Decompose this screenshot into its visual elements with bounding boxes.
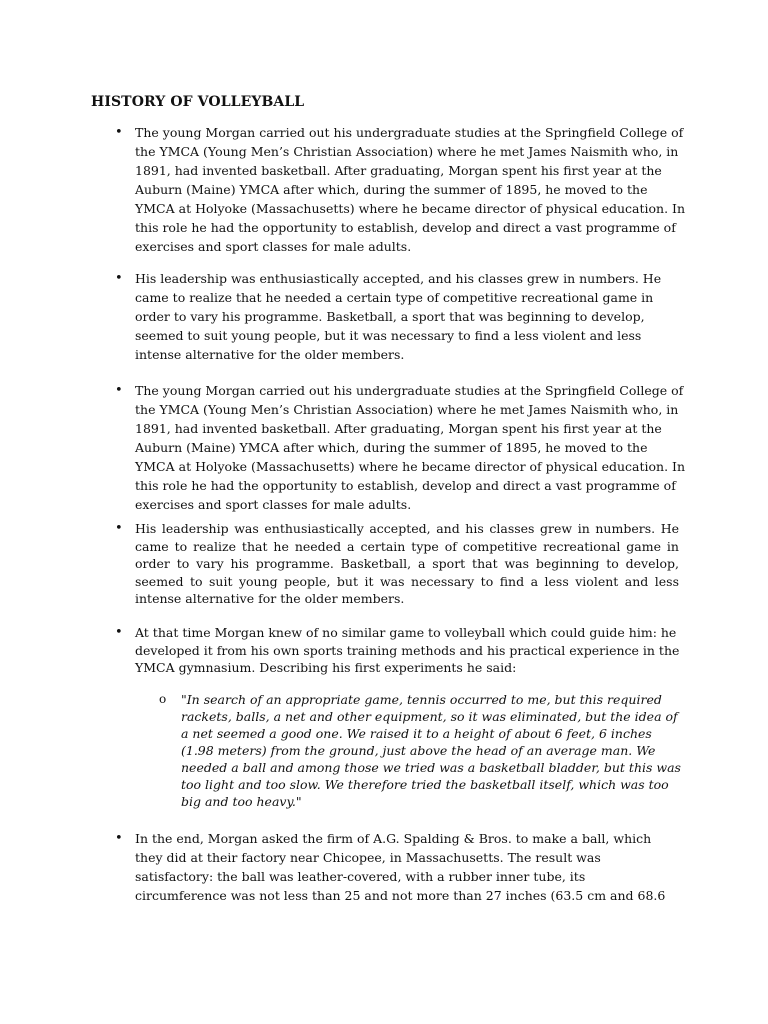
document-title: HISTORY OF VOLLEYBALL — [91, 94, 305, 110]
quote-block — [159, 691, 681, 810]
bullet-icon: • — [115, 831, 123, 846]
list-item — [115, 520, 679, 608]
paragraph-text: The young Morgan carried out his undergraduate studies at the Springfield College of the YMCA (Young Men’s Christian Association) where he met James Naismith who, in 1891, had invented basketball. After graduating, Morgan spent his first year at the Auburn (Maine) YMCA after which, during the summer of 1895, he moved to the YMCA at Holyoke (Massachusetts) where he became director of physical education. In this role he had the opportunity to establish, develop and direct a vast programme of exercises and sport classes for male adults. — [135, 383, 686, 512]
bullet-icon: • — [115, 125, 123, 140]
list-item — [115, 829, 675, 905]
paragraph-text: The young Morgan carried out his undergraduate studies at the Springfield College of the YMCA (Young Men’s Christian Association) where he met James Naismith who, in 1891, had invented basketball. After graduating, Morgan spent his first year at the Auburn (Maine) YMCA after which, during the summer of 1895, he moved to the YMCA at Holyoke (Massachusetts) where he became director of physical education. In this role he had the opportunity to establish, develop and direct a vast programme of exercises and sport classes for male adults. — [135, 125, 686, 254]
list-item — [115, 381, 690, 514]
bullet-icon: • — [115, 625, 123, 640]
quote-text: "In search of an appropriate game, tennis occurred to me, but this required rackets, balls, a net and other equipment, so it was eliminated, but the idea of a net seemed a good one. We raised it to a height of about 6 feet, 6 inches (1.98 meters) from the ground, just above the head of an average man. We needed a ball and among those we tried was a basketball bladder, but this was too light and too slow. We therefore tried the basketball itself, which was too big and too heavy." — [181, 692, 681, 809]
list-item — [115, 624, 681, 677]
paragraph-text: In the end, Morgan asked the firm of A.G. Spalding & Bros. to make a ball, which they did at their factory near Chicopee, in Massachusetts. The result was satisfactory: the ball was leather-covered, with a rubber inner tube, its circumference was not less than 25 and not more than 27 inches (63.5 cm and 68.6 — [135, 831, 666, 903]
bullet-icon: • — [115, 521, 123, 536]
list-item — [115, 269, 685, 364]
bullet-icon: • — [115, 383, 123, 398]
paragraph-text: His leadership was enthusiastically accepted, and his classes grew in numbers. He came to realize that he needed a certain type of competitive recreational game in order to vary his programme. Basketball, a sport that was beginning to develop, seemed to suit young people, but it was necessary to find a less violent and less intense alternative for the older members. — [135, 521, 679, 606]
paragraph-text: His leadership was enthusiastically accepted, and his classes grew in numbers. He came to realize that he needed a certain type of competitive recreational game in order to vary his programme. Basketball, a sport that was beginning to develop, seemed to suit young people, but it was necessary to find a less violent and less intense alternative for the older members. — [135, 271, 662, 362]
sub-bullet-icon: o — [159, 692, 167, 706]
bullet-icon: • — [115, 271, 123, 286]
list-item — [115, 123, 690, 256]
paragraph-text: At that time Morgan knew of no similar game to volleyball which could guide him: he developed it from his own sports training methods and his practical experience in the YMCA gymnasium. Describing his first experiments he said: — [135, 625, 680, 675]
